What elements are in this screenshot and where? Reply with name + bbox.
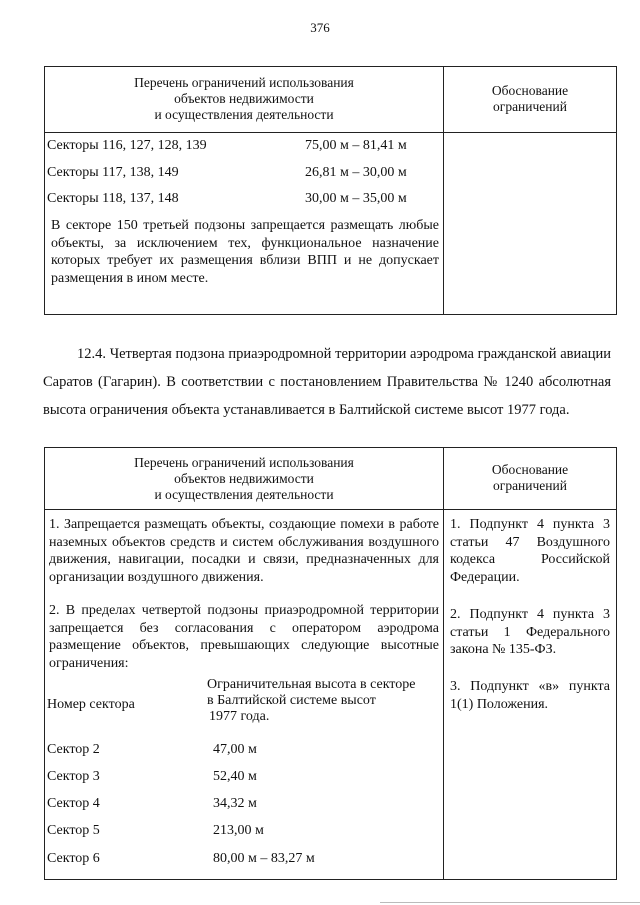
sector-name: Сектор 6 xyxy=(47,851,100,866)
height-range: 30,00 м – 35,00 м xyxy=(305,191,407,206)
restriction-item-2: 2. В пределах четвертой подзоны приаэродромной территории запрещается без согласования с оператором аэродрома размещение объектов, превышающих следующие высотные ограничения: xyxy=(49,603,439,671)
table1-restrictions-cell xyxy=(45,133,444,315)
restriction-item-1: 1. Запрещается размещать объекты, создающие помехи в работе наземных объектов средств и систем обслуживания воздушного движения, навигации, посадки и связи, предназначенных для организации воздушного движения. xyxy=(49,517,439,585)
height-range: 75,00 м – 81,41 м xyxy=(305,138,407,153)
sector-group: Секторы 116, 127, 128, 139 xyxy=(47,138,207,153)
basis-item-3: 3. Подпункт «в» пункта 1(1) Положения. xyxy=(450,679,610,712)
table2-basis-cell xyxy=(444,510,617,880)
table1-header-restrictions xyxy=(45,67,444,133)
sector-column-header: Номер сектора xyxy=(47,697,135,712)
height-range: 26,81 м – 30,00 м xyxy=(305,165,407,180)
header-line: Обоснование xyxy=(491,83,569,98)
header-line: объектов недвижимости xyxy=(174,91,314,106)
header-line: и осуществления деятельности xyxy=(154,487,334,502)
header-line: ограничений xyxy=(493,99,567,114)
sector-height: 213,00 м xyxy=(213,823,264,838)
header-line: Перечень ограничений использования xyxy=(134,455,354,470)
sector-height: 80,00 м – 83,27 м xyxy=(213,851,315,866)
sector-name: Сектор 3 xyxy=(47,769,100,784)
sector-name: Сектор 4 xyxy=(47,796,100,811)
header-line: Перечень ограничений использования xyxy=(134,75,354,90)
header-line: Ограничительная высота в секторе xyxy=(207,677,416,692)
restrictions-table-1 xyxy=(44,66,617,315)
height-column-header xyxy=(207,677,415,725)
header-line: Обоснование xyxy=(491,462,569,477)
scan-edge-line xyxy=(380,902,640,903)
header-line: ограничений xyxy=(493,478,567,493)
sector-height: 47,00 м xyxy=(213,742,257,757)
sector-group: Секторы 118, 137, 148 xyxy=(47,191,179,206)
restrictions-table-2 xyxy=(44,447,617,880)
sector-150-note: В секторе 150 третьей подзоны запрещается размещать любые объекты, за исключением тех, функциональное назначение которых требует их размещения вблизи ВПП и не допускает размещения в ином месте. xyxy=(51,218,439,286)
sector-height: 52,40 м xyxy=(213,769,257,784)
basis-item-1: 1. Подпункт 4 пункта 3 статьи 47 Воздушного кодекса Российской Федерации. xyxy=(450,517,610,585)
table1-basis-cell xyxy=(444,133,617,315)
table2-header-restrictions xyxy=(45,448,444,510)
table1-header-basis xyxy=(444,67,617,133)
header-line: в Балтийской системе высот xyxy=(207,693,376,708)
sector-group: Секторы 117, 138, 149 xyxy=(47,165,179,180)
sector-name: Сектор 5 xyxy=(47,823,100,838)
sector-name: Сектор 2 xyxy=(47,742,100,757)
header-line: и осуществления деятельности xyxy=(154,107,334,122)
sector-height: 34,32 м xyxy=(213,796,257,811)
page-number: 376 xyxy=(310,20,330,35)
basis-item-2: 2. Подпункт 4 пункта 3 статьи 1 Федерального закона № 135-ФЗ. xyxy=(450,607,610,657)
table2-restrictions-cell xyxy=(45,510,444,880)
section-12-4-paragraph xyxy=(43,340,611,424)
header-line: объектов недвижимости xyxy=(174,471,314,486)
paragraph-text: 12.4. Четвертая подзона приаэродромной территории аэродрома гражданской авиации Саратов (Гагарин). В соответствии с постановлением Правительства № 1240 абсолютная высота ограничения объекта устанавливается в Балтийской системе высот 1977 года. xyxy=(43,346,611,418)
header-line: 1977 года. xyxy=(209,709,270,724)
table2-header-basis xyxy=(444,448,617,510)
